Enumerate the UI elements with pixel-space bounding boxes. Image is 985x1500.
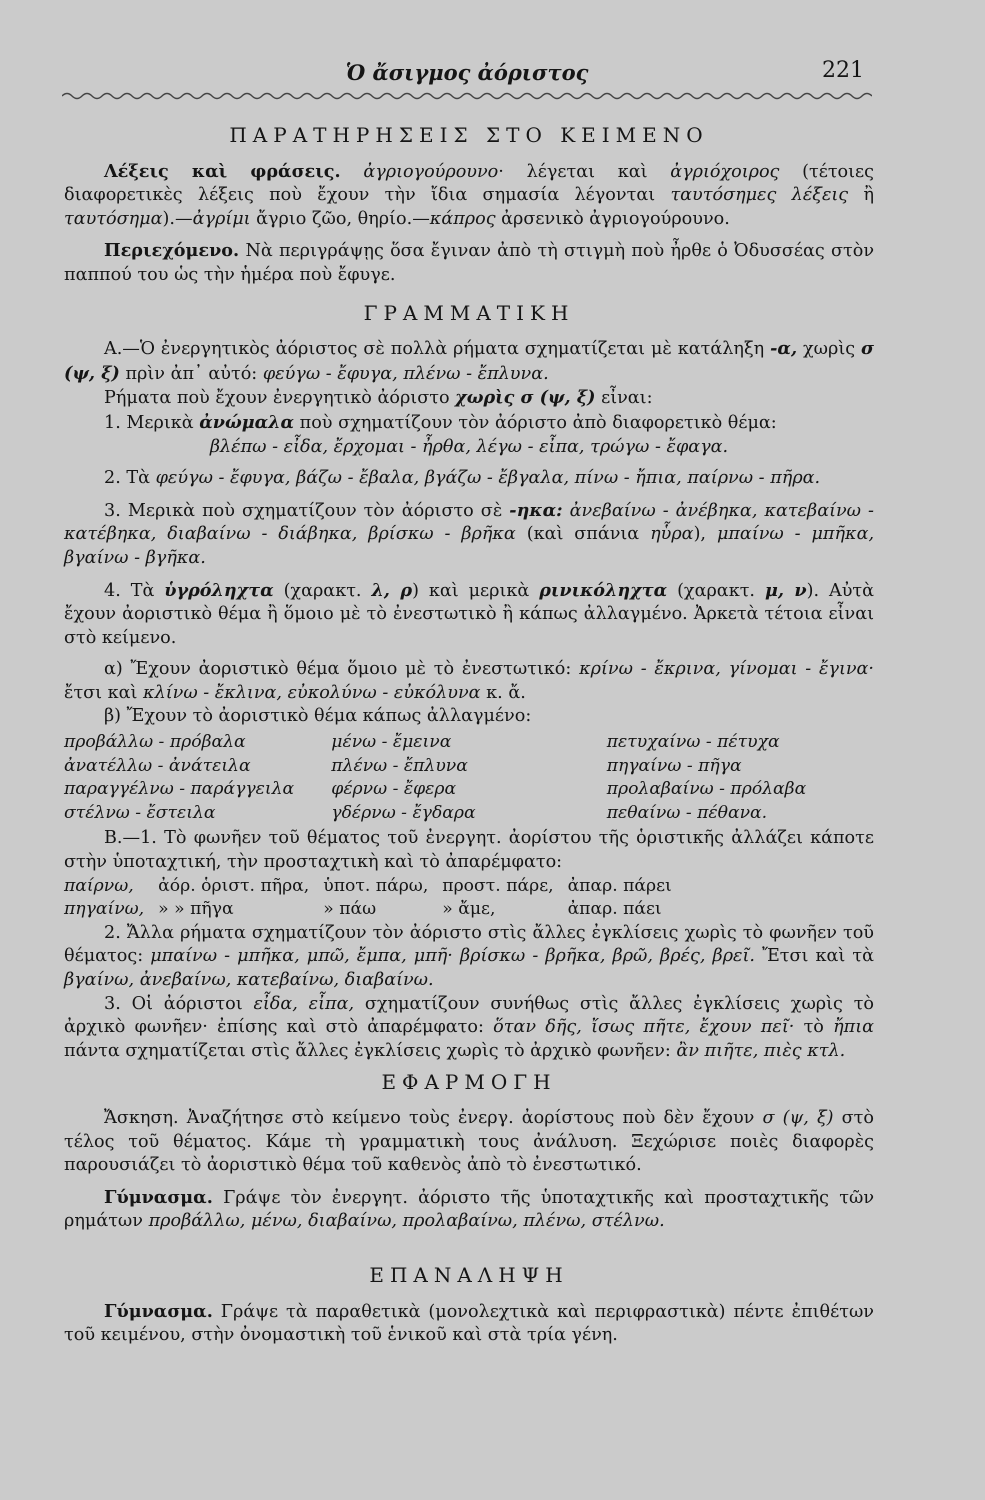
text: ἀρσενικὸ ἀγριογούρουνο. xyxy=(501,208,730,229)
paragraph-B1: Β.—1. Τὸ φωνῆεν τοῦ θέματος τοῦ ἐνεργητ. ἀορίστου τῆς ὁριστικῆς ἀλλάζει κάποτε στὴν ὑποταχτική, τὴν προσταχτικὴ καὶ τὸ ἀπαρέμφατο: xyxy=(64,828,874,873)
table-cell: ἀπαρ. πάει xyxy=(567,899,662,920)
text: τὸ xyxy=(803,1017,824,1038)
table-cell: » ἄμε, xyxy=(442,899,496,920)
term: ρινικόληχτα xyxy=(539,579,668,601)
term: λ, ρ xyxy=(371,579,413,601)
term: ἤπια xyxy=(833,1017,875,1038)
term: ἀγριογούρουνο xyxy=(363,161,499,182)
text: ) καὶ μερικὰ xyxy=(412,580,530,601)
text: (χαρακτ. xyxy=(283,580,362,601)
item-1-examples: βλέπω - εἶδα, ἔρχομαι - ἦρθα, λέγω - εἶπα, τρώγω - ἔφαγα. xyxy=(209,436,729,457)
text: Γράψε τὸν ἐνεργητ. ἀόριστο τῆς ὑποταχτικῆς καὶ προσταχτικῆς τῶν ρημάτων xyxy=(64,1187,875,1232)
example: βγαίνω, ἀνεβαίνω, κατεβαίνω, διαβαίνω. xyxy=(64,970,434,990)
term: -α, xyxy=(770,338,798,360)
table-cell: πετυχαίνω - πέτυχα xyxy=(606,732,780,753)
term: ἀγριόχοιρος xyxy=(670,161,780,182)
table-cell: μένω - ἔμεινα xyxy=(331,732,452,753)
running-title: Ὁ ἄσιγμος ἀόριστος xyxy=(345,60,589,85)
table-cell: πεθαίνω - πέθανα. xyxy=(606,802,768,823)
table-cell: προστ. πάρε, xyxy=(442,875,554,896)
paragraph-grammar-b xyxy=(64,386,874,411)
table-cell: γδέρνω - ἔγδαρα xyxy=(331,802,476,823)
paragraph-drill-1 xyxy=(64,1186,874,1234)
table-cell: προλαβαίνω - πρόλαβα xyxy=(606,779,807,800)
paragraph-content xyxy=(64,239,874,287)
example: κρίνω - ἔκρινα, γίνομαι - ἔγινα· xyxy=(579,659,875,680)
text: ).— xyxy=(162,208,193,229)
example: ὅταν δῆς, ἴσως πῆτε, ἔχουν πεῖ· xyxy=(493,1017,795,1038)
text: Ἔτσι καὶ τὰ xyxy=(762,946,874,967)
section-heading-grammar: ΓΡΑΜΜΑΤΙΚΗ xyxy=(363,300,575,325)
table-cell: ἀπαρ. πάρει xyxy=(567,875,672,896)
text: χωρὶς xyxy=(803,339,856,360)
example: μπαίνω - μπῆκα, βγαίνω - βγῆκα. xyxy=(64,524,875,568)
text: Ἀναζήτησε στὸ κείμενο τοὺς ἐνεργ. ἀορίστους ποὺ δὲν ἔχουν xyxy=(186,1107,755,1128)
text: (τέτοιες διαφορετικὲς λέξεις ποὺ ἔχουν τὴν ἴδια σημασία λέγονται xyxy=(64,161,875,206)
item-3 xyxy=(64,499,874,571)
text: ). Αὐτὰ ἔχουν ἀοριστικὸ θέμα ἢ ὅμοιο μὲ τὸ ἐνεστωτικὸ ἢ κάπως ἀλλαγμένο. Ἀρκετὰ τέτοια εἶναι στὸ κείμενο. xyxy=(64,580,875,648)
text: ἄγριο ζῶο, θηρίο.— xyxy=(256,208,430,229)
text: 3. Οἱ ἀόριστοι xyxy=(104,993,243,1014)
item-2 xyxy=(64,467,874,491)
table-cell: ὑποτ. πάρω, xyxy=(323,875,429,896)
text: κ. ἄ. xyxy=(486,682,526,703)
paragraph-B2 xyxy=(64,922,874,993)
forms-table xyxy=(64,875,686,922)
item-4 xyxy=(64,579,874,651)
example: ἀνεβαίνω - ἀνέβηκα, κατεβαίνω - κατέβηκα, διαβαίνω - διάβηκα, βρίσκω - βρῆκα xyxy=(64,500,874,545)
text: πάντα σχηματίζεται στὶς ἄλλες ἐγκλίσεις χωρὶς τὸ ἀρχικὸ φωνῆεν: xyxy=(64,1040,671,1061)
example: ἂν πιῆτε, πιὲς κτλ. xyxy=(676,1040,846,1061)
text: πρὶν ἀπ᾽ αὐτό: xyxy=(125,363,258,384)
page-number: 221 xyxy=(822,58,864,83)
example: κλίνω - ἔκλινα, εὐκολύνω - εὐκόλυνα xyxy=(143,682,481,703)
table-cell: » πάω xyxy=(323,899,377,920)
table-cell: παίρνω, xyxy=(64,875,134,896)
text: 4. Τὰ xyxy=(104,580,155,601)
verb-table xyxy=(64,731,874,825)
table-cell: πηγαίνω, xyxy=(64,899,145,920)
text: ), xyxy=(693,524,707,545)
term: ταυτόσημα xyxy=(64,208,163,229)
text: σχηματίζουν συνήθως στὶς ἄλλες ἐγκλίσεις χωρὶς τὸ ἀρχικὸ φωνῆεν· ἐπίσης καὶ στὸ ἀπαρέμφατο: xyxy=(64,993,875,1038)
section-heading-review: ΕΠΑΝΑΛΗΨΗ xyxy=(369,1262,569,1287)
example: προβάλλω, μένω, διαβαίνω, προλαβαίνω, πλένω, στέλνω. xyxy=(148,1211,665,1232)
paragraph-grammar-a xyxy=(64,337,874,386)
section-heading-application: ΕΦΑΡΜΟΓΗ xyxy=(381,1070,557,1095)
table-cell: ἀόρ. ὁριστ. πῆρα, xyxy=(158,875,310,896)
label-drill: Γύμνασμα. xyxy=(104,1186,213,1208)
term: ὑγρόληχτα xyxy=(164,579,274,601)
text: εἶναι: xyxy=(601,388,653,409)
text: ἢ xyxy=(863,185,875,206)
label-words-phrases: Λέξεις καὶ φράσεις. xyxy=(104,160,341,182)
item-4-beta: β) Ἔχουν τὸ ἀοριστικὸ θέμα κάπως ἀλλαγμένο: xyxy=(104,706,532,727)
table-cell: πηγαίνω - πῆγα xyxy=(606,755,742,776)
page-header xyxy=(62,58,872,92)
term: κάπρος xyxy=(429,208,496,229)
paragraph-B3 xyxy=(64,993,874,1064)
term: εἶδα, εἶπα, xyxy=(253,993,355,1014)
text: (χαρακτ. xyxy=(677,580,756,601)
example: μπαίνω - μπῆκα, μπῶ, ἔμπα, μπῆ· βρίσκω - βρῆκα, βρῶ, βρές, βρεῖ. xyxy=(150,946,755,967)
term: μ, ν xyxy=(764,579,807,601)
item-1 xyxy=(64,411,874,436)
term: σ (ψ, ξ) xyxy=(64,338,875,384)
text: 2. Ἄλλα ρήματα σχηματίζουν τὸν ἀόριστο στὶς ἄλλες ἐγκλίσεις χωρὶς τὸ φωνῆεν τοῦ θέματος: xyxy=(64,922,874,967)
page-content xyxy=(64,118,874,1348)
example: φεύγω - ἔφυγα, πλένω - ἔπλυνα. xyxy=(262,363,549,384)
term: χωρὶς σ (ψ, ξ) xyxy=(455,387,596,409)
text: Α.—Ὁ ἐνεργητικὸς ἀόριστος σὲ πολλὰ ρήματα σχηματίζεται μὲ κατάληξη xyxy=(104,339,765,360)
text: · λέγεται καὶ xyxy=(498,161,648,182)
table-cell: παραγγέλνω - παράγγειλα xyxy=(64,779,295,800)
text: Γράψε τὰ παραθετικὰ (μονολεχτικὰ καὶ περιφραστικὰ) πέντε ἐπιθέτων τοῦ κειμένου, στὴν ὀνομαστικὴ τοῦ ἑνικοῦ καὶ στὰ τρία γένη. xyxy=(64,1301,874,1346)
table-cell: στέλνω - ἔστειλα xyxy=(64,802,216,823)
table-row xyxy=(64,731,874,755)
table-cell: πλένω - ἔπλυνα xyxy=(331,755,468,776)
paragraph-words-phrases xyxy=(64,160,874,232)
text: 3. Μερικὰ ποὺ σχηματίζουν τὸν ἀόριστο σὲ xyxy=(104,500,503,521)
table-row xyxy=(64,755,874,779)
table-row xyxy=(64,778,874,802)
table-row xyxy=(64,802,874,826)
term: ἀνώμαλα xyxy=(199,411,295,433)
section-heading-observations: ΠΑΡΑΤΗΡΗΣΕΙΣ ΣΤΟ ΚΕΙΜΕΝΟ xyxy=(229,123,709,147)
term: ταυτόσημες λέξεις xyxy=(670,185,849,206)
term: -ηκα: xyxy=(509,499,563,521)
label-content: Περιεχόμενο. xyxy=(104,240,240,262)
text: ἔτσι καὶ xyxy=(64,682,138,703)
label-drill: Γύμνασμα. xyxy=(104,1300,213,1322)
paragraph-exercise xyxy=(64,1107,874,1178)
term: σ (ψ, ξ) xyxy=(762,1107,834,1128)
table-cell: φέρνω - ἔφερα xyxy=(331,779,457,800)
text: ποὺ σχηματίζουν τὸν ἀόριστο ἀπὸ διαφορετικὸ θέμα: xyxy=(299,412,777,433)
term: ηὗρα xyxy=(650,524,694,545)
wavy-rule xyxy=(62,90,872,102)
table-row xyxy=(64,875,686,899)
text: (καὶ σπάνια xyxy=(526,524,640,545)
table-cell: προβάλλω - πρόβαλα xyxy=(64,732,246,753)
text: στὸ τέλος τοῦ θέματος. Κάμε τὴ γραμματικὴ τους ἀνάλυση. Ξεχώρισε ποιὲς διαφορὲς παρουσιάζει τὸ ἀοριστικὸ θέμα τοῦ καθενὸς ἀπὸ τὸ ἐνεστωτικό. xyxy=(64,1107,874,1176)
item-4-alpha xyxy=(64,658,874,705)
table-cell: » » πῆγα xyxy=(158,899,234,920)
term: ἀγρίμι xyxy=(192,208,251,229)
text: 1. Μερικὰ xyxy=(104,412,194,433)
example: φεύγω - ἔφυγα, βάζω - ἔβαλα, βγάζω - ἔβγαλα, πίνω - ἤπια, παίρνω - πῆρα. xyxy=(155,468,821,489)
table-cell: ἀνατέλλω - ἀνάτειλα xyxy=(64,755,251,776)
table-row xyxy=(64,898,686,922)
text: Νὰ περιγράψῃς ὅσα ἔγιναν ἀπὸ τὴ στιγμὴ ποὺ ἦρθε ὁ Ὀδυσσέας στὸν παππού του ὡς τὴν ἡμέρα ποὺ ἔφυγε. xyxy=(64,241,875,285)
text: α) Ἔχουν ἀοριστικὸ θέμα ὅμοιο μὲ τὸ ἐνεστωτικό: xyxy=(104,659,572,680)
label-exercise: Ἄσκηση. xyxy=(104,1107,179,1128)
paragraph-drill-2 xyxy=(64,1300,874,1348)
text: Ρήματα ποὺ ἔχουν ἐνεργητικὸ ἀόριστο xyxy=(104,388,450,409)
text: 2. Τὰ xyxy=(104,468,150,489)
